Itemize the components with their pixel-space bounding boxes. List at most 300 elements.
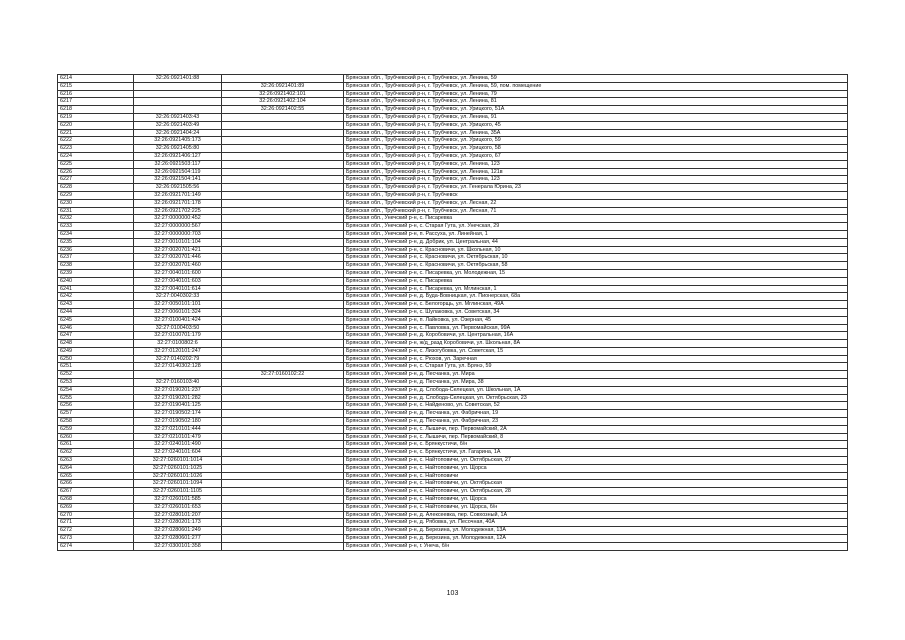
address-cell: Брянская обл., Трубчевский р-н, г. Трубчевск, ул. Ленина, 91 bbox=[344, 113, 848, 121]
table-row bbox=[58, 363, 848, 371]
address-cell: Брянская обл., Унечский р-н, д. Слобода-Селецкая, ул. Школьная, 1А bbox=[344, 386, 848, 394]
cadastral-number-cell: 32:27:0260101:1025 bbox=[134, 464, 222, 472]
cadastral-number-cell: 32:27:0020701:446 bbox=[134, 254, 222, 262]
table-row bbox=[58, 207, 848, 215]
second-cadastral-number-cell bbox=[222, 418, 344, 426]
row-number-cell: 6250 bbox=[58, 355, 134, 363]
second-cadastral-number-cell bbox=[222, 308, 344, 316]
second-cadastral-number-cell bbox=[222, 386, 344, 394]
address-cell: Брянская обл., Унечский р-н, п. Лайковка, ул. Озерная, 45 bbox=[344, 316, 848, 324]
address-cell: Брянская обл., Унечский р-н, с. Найтоповичи, ул. Октябрьская, 28 bbox=[344, 488, 848, 496]
table-row bbox=[58, 168, 848, 176]
cadastral-number-cell: 32:27:0260101:1026 bbox=[134, 472, 222, 480]
row-number-cell: 6232 bbox=[58, 215, 134, 223]
second-cadastral-number-cell: 32:26:0921401:89 bbox=[222, 82, 344, 90]
address-cell: Брянская обл., Унечский р-н, с. Писаревка, ул. Молодежная, 15 bbox=[344, 269, 848, 277]
second-cadastral-number-cell bbox=[222, 184, 344, 192]
table-row bbox=[58, 511, 848, 519]
row-number-cell: 6217 bbox=[58, 98, 134, 106]
row-number-cell: 6233 bbox=[58, 223, 134, 231]
table-row bbox=[58, 113, 848, 121]
cadastral-number-cell: 32:27:0050101:101 bbox=[134, 301, 222, 309]
cadastral-number-cell: 32:26:0921504:141 bbox=[134, 176, 222, 184]
row-number-cell: 6221 bbox=[58, 129, 134, 137]
second-cadastral-number-cell bbox=[222, 449, 344, 457]
table-row bbox=[58, 269, 848, 277]
row-number-cell: 6240 bbox=[58, 277, 134, 285]
table-row bbox=[58, 191, 848, 199]
address-cell: Брянская обл., Унечский р-н, с. Найтоповичи, ул. Щорса bbox=[344, 496, 848, 504]
cadastral-number-cell: 32:27:0190502:180 bbox=[134, 418, 222, 426]
address-cell: Брянская обл., Унечский р-н, с. Павловка, ул. Первомайская, 99А bbox=[344, 324, 848, 332]
row-number-cell: 6254 bbox=[58, 386, 134, 394]
table-row bbox=[58, 441, 848, 449]
table-row bbox=[58, 433, 848, 441]
table-row bbox=[58, 535, 848, 543]
cadastral-number-cell: 32:26:0921701:149 bbox=[134, 191, 222, 199]
second-cadastral-number-cell bbox=[222, 145, 344, 153]
row-number-cell: 6228 bbox=[58, 184, 134, 192]
cadastral-number-cell: 32:27:0300101:358 bbox=[134, 542, 222, 550]
table-row bbox=[58, 82, 848, 90]
row-number-cell: 6261 bbox=[58, 441, 134, 449]
second-cadastral-number-cell bbox=[222, 394, 344, 402]
table-row bbox=[58, 176, 848, 184]
table-row bbox=[58, 238, 848, 246]
address-cell: Брянская обл., Унечский р-н, с. Шулаковка, ул. Советская, 34 bbox=[344, 308, 848, 316]
address-cell: Брянская обл., Унечский р-н, с. Лышичи, пер. Первомайский, 8 bbox=[344, 433, 848, 441]
second-cadastral-number-cell bbox=[222, 379, 344, 387]
table-row bbox=[58, 386, 848, 394]
address-cell: Брянская обл., Трубчевский р-н, г. Трубчевск, ул. Урицкого, 59 bbox=[344, 137, 848, 145]
row-number-cell: 6272 bbox=[58, 527, 134, 535]
row-number-cell: 6225 bbox=[58, 160, 134, 168]
second-cadastral-number-cell bbox=[222, 262, 344, 270]
row-number-cell: 6230 bbox=[58, 199, 134, 207]
second-cadastral-number-cell: 32:27:0160102:22 bbox=[222, 371, 344, 379]
cadastral-number-cell: 32:27:0260101:585 bbox=[134, 496, 222, 504]
address-cell: Брянская обл., Унечский р-н, д. Песчанка, ул. Мира bbox=[344, 371, 848, 379]
page-number: 103 bbox=[446, 590, 459, 597]
address-cell: Брянская обл., Унечский р-н, с. Писаревка bbox=[344, 215, 848, 223]
cadastral-number-cell: 32:27:0280601:277 bbox=[134, 535, 222, 543]
address-cell: Брянская обл., Унечский р-н, д. Слобода-Селецкая, ул. Октябрьская, 23 bbox=[344, 394, 848, 402]
address-cell: Брянская обл., Унечский р-н, с. Старая Гута, ул. Брянэ, 59 bbox=[344, 363, 848, 371]
second-cadastral-number-cell bbox=[222, 316, 344, 324]
cadastral-number-cell: 32:27:0000000:567 bbox=[134, 223, 222, 231]
table-row bbox=[58, 496, 848, 504]
row-number-cell: 6224 bbox=[58, 152, 134, 160]
table-row bbox=[58, 262, 848, 270]
address-cell: Брянская обл., Унечский р-н, д. Песчанка, ул. Мира, 38 bbox=[344, 379, 848, 387]
cadastral-number-cell: 32:27:0280201:173 bbox=[134, 519, 222, 527]
table-row bbox=[58, 277, 848, 285]
row-number-cell: 6231 bbox=[58, 207, 134, 215]
second-cadastral-number-cell bbox=[222, 535, 344, 543]
table-row bbox=[58, 301, 848, 309]
row-number-cell: 6222 bbox=[58, 137, 134, 145]
cadastral-number-cell: 32:27:0000000:703 bbox=[134, 230, 222, 238]
second-cadastral-number-cell bbox=[222, 215, 344, 223]
address-cell: Брянская обл., Унечский р-н, с. Брянкустичи, б/н bbox=[344, 441, 848, 449]
row-number-cell: 6255 bbox=[58, 394, 134, 402]
address-cell: Брянская обл., Унечский р-н, д. Березина, ул. Молодежная, 13А bbox=[344, 527, 848, 535]
row-number-cell: 6226 bbox=[58, 168, 134, 176]
table-row bbox=[58, 457, 848, 465]
table-row bbox=[58, 152, 848, 160]
second-cadastral-number-cell bbox=[222, 285, 344, 293]
cadastral-number-cell: 32:27:0260101:1105 bbox=[134, 488, 222, 496]
cadastral-number-cell: 32:27:0100401:424 bbox=[134, 316, 222, 324]
cadastral-number-cell: 32:27:0260101:653 bbox=[134, 503, 222, 511]
table-row bbox=[58, 160, 848, 168]
row-number-cell: 6218 bbox=[58, 106, 134, 114]
row-number-cell: 6246 bbox=[58, 324, 134, 332]
second-cadastral-number-cell bbox=[222, 363, 344, 371]
table-row bbox=[58, 223, 848, 231]
row-number-cell: 6253 bbox=[58, 379, 134, 387]
second-cadastral-number-cell bbox=[222, 355, 344, 363]
table-row bbox=[58, 254, 848, 262]
second-cadastral-number-cell bbox=[222, 301, 344, 309]
table-row bbox=[58, 472, 848, 480]
second-cadastral-number-cell bbox=[222, 137, 344, 145]
second-cadastral-number-cell bbox=[222, 496, 344, 504]
row-number-cell: 6235 bbox=[58, 238, 134, 246]
table-row bbox=[58, 75, 848, 83]
cadastral-number-cell: 32:26:0921701:178 bbox=[134, 199, 222, 207]
table-row bbox=[58, 332, 848, 340]
address-cell: Брянская обл., Унечский р-н, с. Писаревка, ул. Мглинская, 1 bbox=[344, 285, 848, 293]
address-cell: Брянская обл., Трубчевский р-н, г. Трубчевск, ул. Ленина, 123 bbox=[344, 160, 848, 168]
table-row bbox=[58, 340, 848, 348]
table-row bbox=[58, 285, 848, 293]
second-cadastral-number-cell bbox=[222, 425, 344, 433]
table-row bbox=[58, 464, 848, 472]
address-cell: Брянская обл., Трубчевский р-н, г. Трубчевск, ул. Урицкого, 58 bbox=[344, 145, 848, 153]
registry-table bbox=[57, 74, 848, 551]
second-cadastral-number-cell bbox=[222, 254, 344, 262]
address-cell: Брянская обл., Унечский р-н, с. Красновичи, ул. Октябрьская, 10 bbox=[344, 254, 848, 262]
row-number-cell: 6256 bbox=[58, 402, 134, 410]
cadastral-number-cell: 32:27:0100802:6 bbox=[134, 340, 222, 348]
cadastral-number-cell: 32:27:0100403:50 bbox=[134, 324, 222, 332]
table-row bbox=[58, 90, 848, 98]
second-cadastral-number-cell bbox=[222, 160, 344, 168]
table-row bbox=[58, 184, 848, 192]
row-number-cell: 6216 bbox=[58, 90, 134, 98]
cadastral-number-cell: 32:26:0921403:43 bbox=[134, 113, 222, 121]
second-cadastral-number-cell bbox=[222, 207, 344, 215]
table-row bbox=[58, 542, 848, 550]
row-number-cell: 6249 bbox=[58, 347, 134, 355]
address-cell: Брянская обл., Трубчевский р-н, г. Трубчевск, ул. Ленина, 123 bbox=[344, 176, 848, 184]
table-row bbox=[58, 355, 848, 363]
table-row bbox=[58, 316, 848, 324]
row-number-cell: 6247 bbox=[58, 332, 134, 340]
cadastral-number-cell: 32:27:0240101:490 bbox=[134, 441, 222, 449]
table-row bbox=[58, 246, 848, 254]
table-row bbox=[58, 293, 848, 301]
address-cell: Брянская обл., Трубчевский р-н, г. Трубчевск, ул. Урицкого, 51А bbox=[344, 106, 848, 114]
address-cell: Брянская обл., Унечский р-н, с. Красновичи, ул. Школьная, 10 bbox=[344, 246, 848, 254]
address-cell: Брянская обл., Унечский р-н, д. Песчанка, ул. Фабричная, 23 bbox=[344, 418, 848, 426]
cadastral-number-cell: 32:27:0190502:174 bbox=[134, 410, 222, 418]
cadastral-number-cell: 32:27:0000000:452 bbox=[134, 215, 222, 223]
row-number-cell: 6268 bbox=[58, 496, 134, 504]
address-cell: Брянская обл., Унечский р-н, д. Коробовичи, ул. Центральная, 16А bbox=[344, 332, 848, 340]
cadastral-number-cell: 32:27:0260101:1014 bbox=[134, 457, 222, 465]
table-row bbox=[58, 418, 848, 426]
second-cadastral-number-cell: 32:26:0921402:101 bbox=[222, 90, 344, 98]
cadastral-number-cell bbox=[134, 90, 222, 98]
second-cadastral-number-cell bbox=[222, 472, 344, 480]
second-cadastral-number-cell bbox=[222, 152, 344, 160]
cadastral-number-cell: 32:27:0210101:479 bbox=[134, 433, 222, 441]
row-number-cell: 6244 bbox=[58, 308, 134, 316]
cadastral-number-cell: 32:27:0010101:104 bbox=[134, 238, 222, 246]
table-row bbox=[58, 425, 848, 433]
address-cell: Брянская обл., Унечский р-н, с. Красновичи, ул. Октябрьская, 58 bbox=[344, 262, 848, 270]
address-cell: Брянская обл., Унечский р-н, с. Брянкустичи, ул. Гагарина, 1А bbox=[344, 449, 848, 457]
second-cadastral-number-cell bbox=[222, 269, 344, 277]
cadastral-number-cell bbox=[134, 98, 222, 106]
cadastral-number-cell: 32:27:0160103:40 bbox=[134, 379, 222, 387]
second-cadastral-number-cell bbox=[222, 191, 344, 199]
address-cell: Брянская обл., Унечский р-н, д. Березина, ул. Молодежная, 12А bbox=[344, 535, 848, 543]
address-cell: Брянская обл., Трубчевский р-н, г. Трубчевск, ул. Ленина, 59 bbox=[344, 75, 848, 83]
second-cadastral-number-cell bbox=[222, 168, 344, 176]
second-cadastral-number-cell bbox=[222, 230, 344, 238]
address-cell: Брянская обл., Унечский р-н, г. Унеча, б/н bbox=[344, 542, 848, 550]
cadastral-number-cell: 32:27:0280101:207 bbox=[134, 511, 222, 519]
row-number-cell: 6269 bbox=[58, 503, 134, 511]
table-row bbox=[58, 488, 848, 496]
row-number-cell: 6258 bbox=[58, 418, 134, 426]
row-number-cell: 6239 bbox=[58, 269, 134, 277]
table-row bbox=[58, 98, 848, 106]
cadastral-number-cell: 32:26:0921505:56 bbox=[134, 184, 222, 192]
row-number-cell: 6257 bbox=[58, 410, 134, 418]
row-number-cell: 6262 bbox=[58, 449, 134, 457]
address-cell: Брянская обл., Трубчевский р-н, г. Трубчевск, ул. Генерала Юрина, 23 bbox=[344, 184, 848, 192]
second-cadastral-number-cell bbox=[222, 519, 344, 527]
table-row bbox=[58, 145, 848, 153]
second-cadastral-number-cell bbox=[222, 527, 344, 535]
row-number-cell: 6263 bbox=[58, 457, 134, 465]
address-cell: Брянская обл., Унечский р-н, с. Найтоповичи, ул. Щорса, б/н bbox=[344, 503, 848, 511]
cadastral-number-cell: 32:27:0280601:249 bbox=[134, 527, 222, 535]
cadastral-number-cell: 32:27:0120101:247 bbox=[134, 347, 222, 355]
cadastral-number-cell: 32:27:0140302:128 bbox=[134, 363, 222, 371]
row-number-cell: 6259 bbox=[58, 425, 134, 433]
cadastral-number-cell: 32:26:0921404:24 bbox=[134, 129, 222, 137]
second-cadastral-number-cell bbox=[222, 176, 344, 184]
address-cell: Брянская обл., Унечский р-н, д. Песчанка, ул. Фабричная, 19 bbox=[344, 410, 848, 418]
address-cell: Брянская обл., Унечский р-н, д. Рябовка, ул. Песочная, 40А bbox=[344, 519, 848, 527]
table-row bbox=[58, 230, 848, 238]
row-number-cell: 6227 bbox=[58, 176, 134, 184]
row-number-cell: 6219 bbox=[58, 113, 134, 121]
second-cadastral-number-cell: 32:26:0921402:104 bbox=[222, 98, 344, 106]
cadastral-number-cell bbox=[134, 371, 222, 379]
row-number-cell: 6267 bbox=[58, 488, 134, 496]
cadastral-number-cell: 32:26:0921504:119 bbox=[134, 168, 222, 176]
table-row bbox=[58, 347, 848, 355]
second-cadastral-number-cell bbox=[222, 410, 344, 418]
address-cell: Брянская обл., Унечский р-н, с. Старая Гута, ул. Унечская, 29 bbox=[344, 223, 848, 231]
table-row bbox=[58, 379, 848, 387]
registry-table-body bbox=[58, 75, 848, 551]
row-number-cell: 6215 bbox=[58, 82, 134, 90]
second-cadastral-number-cell bbox=[222, 246, 344, 254]
address-cell: Брянская обл., Унечский р-н, п. Рассуха, ул. Линейная, 1 bbox=[344, 230, 848, 238]
address-cell: Брянская обл., Трубчевский р-н, г. Трубчевск bbox=[344, 191, 848, 199]
row-number-cell: 6241 bbox=[58, 285, 134, 293]
table-row bbox=[58, 199, 848, 207]
second-cadastral-number-cell bbox=[222, 488, 344, 496]
second-cadastral-number-cell bbox=[222, 293, 344, 301]
second-cadastral-number-cell bbox=[222, 441, 344, 449]
address-cell: Брянская обл., Унечский р-н, ж/д_разд Коробовичи, ул. Школьная, 8А bbox=[344, 340, 848, 348]
row-number-cell: 6234 bbox=[58, 230, 134, 238]
cadastral-number-cell: 32:27:0190201:282 bbox=[134, 394, 222, 402]
cadastral-number-cell: 32:27:0040101:603 bbox=[134, 277, 222, 285]
address-cell: Брянская обл., Унечский р-н, с. Найденово, ул. Советская, 52 bbox=[344, 402, 848, 410]
address-cell: Брянская обл., Унечский р-н, с. Рюхов, ул. Заречная bbox=[344, 355, 848, 363]
second-cadastral-number-cell bbox=[222, 238, 344, 246]
row-number-cell: 6229 bbox=[58, 191, 134, 199]
address-cell: Брянская обл., Трубчевский р-н, г. Трубчевск, ул. Ленина, 121в bbox=[344, 168, 848, 176]
cadastral-number-cell: 32:27:0020701:460 bbox=[134, 262, 222, 270]
second-cadastral-number-cell bbox=[222, 480, 344, 488]
row-number-cell: 6264 bbox=[58, 464, 134, 472]
row-number-cell: 6248 bbox=[58, 340, 134, 348]
row-number-cell: 6251 bbox=[58, 363, 134, 371]
table-row bbox=[58, 215, 848, 223]
cadastral-number-cell: 32:27:0040101:614 bbox=[134, 285, 222, 293]
address-cell: Брянская обл., Унечский р-н, с. Найтоповичи, ул. Октябрьская bbox=[344, 480, 848, 488]
address-cell: Брянская обл., Трубчевский р-н, г. Трубчевск, ул. Урицкого, 45 bbox=[344, 121, 848, 129]
address-cell: Брянская обл., Трубчевский р-н, г. Трубчевск, ул. Лесная, 22 bbox=[344, 199, 848, 207]
table-row bbox=[58, 324, 848, 332]
second-cadastral-number-cell bbox=[222, 223, 344, 231]
second-cadastral-number-cell bbox=[222, 464, 344, 472]
cadastral-number-cell: 32:26:0921405:173 bbox=[134, 137, 222, 145]
cadastral-number-cell: 32:27:0260101:1094 bbox=[134, 480, 222, 488]
address-cell: Брянская обл., Унечский р-н, с. Лизогубовка, ул. Советская, 15 bbox=[344, 347, 848, 355]
table-row bbox=[58, 503, 848, 511]
table-row bbox=[58, 121, 848, 129]
table-row bbox=[58, 527, 848, 535]
address-cell: Брянская обл., Унечский р-н, д. Буда-Вовницкая, ул. Пионерская, 68а bbox=[344, 293, 848, 301]
table-row bbox=[58, 519, 848, 527]
table-row bbox=[58, 410, 848, 418]
address-cell: Брянская обл., Унечский р-н, с. Лышичи, пер. Первомайский, 2А bbox=[344, 425, 848, 433]
second-cadastral-number-cell bbox=[222, 324, 344, 332]
second-cadastral-number-cell bbox=[222, 113, 344, 121]
second-cadastral-number-cell bbox=[222, 277, 344, 285]
table-row bbox=[58, 449, 848, 457]
row-number-cell: 6236 bbox=[58, 246, 134, 254]
cadastral-number-cell: 32:27:0040302:33 bbox=[134, 293, 222, 301]
table-row bbox=[58, 106, 848, 114]
second-cadastral-number-cell: 32:26:0921402:55 bbox=[222, 106, 344, 114]
row-number-cell: 6243 bbox=[58, 301, 134, 309]
row-number-cell: 6245 bbox=[58, 316, 134, 324]
second-cadastral-number-cell bbox=[222, 542, 344, 550]
address-cell: Брянская обл., Унечский р-н, с. Писаревка bbox=[344, 277, 848, 285]
cadastral-number-cell bbox=[134, 82, 222, 90]
second-cadastral-number-cell bbox=[222, 347, 344, 355]
row-number-cell: 6274 bbox=[58, 542, 134, 550]
cadastral-number-cell: 32:26:0921405:80 bbox=[134, 145, 222, 153]
second-cadastral-number-cell bbox=[222, 199, 344, 207]
table-row bbox=[58, 371, 848, 379]
address-cell: Брянская обл., Унечский р-н, с. Найтоповичи, ул. Щорса bbox=[344, 464, 848, 472]
cadastral-number-cell: 32:27:0140202:79 bbox=[134, 355, 222, 363]
second-cadastral-number-cell bbox=[222, 511, 344, 519]
second-cadastral-number-cell bbox=[222, 129, 344, 137]
row-number-cell: 6214 bbox=[58, 75, 134, 83]
second-cadastral-number-cell bbox=[222, 402, 344, 410]
address-cell: Брянская обл., Трубчевский р-н, г. Трубчевск, ул. Лесная, 71 bbox=[344, 207, 848, 215]
address-cell: Брянская обл., Унечский р-н, с. Найтоповичи, ул. Октябрьская, 27 bbox=[344, 457, 848, 465]
address-cell: Брянская обл., Трубчевский р-н, г. Трубчевск, ул. Ленина, 35А bbox=[344, 129, 848, 137]
row-number-cell: 6271 bbox=[58, 519, 134, 527]
address-cell: Брянская обл., Трубчевский р-н, г. Трубчевск, ул. Ленина, 59, пом. помещение bbox=[344, 82, 848, 90]
table-row bbox=[58, 394, 848, 402]
cadastral-number-cell: 32:27:0210101:444 bbox=[134, 425, 222, 433]
row-number-cell: 6237 bbox=[58, 254, 134, 262]
cadastral-number-cell bbox=[134, 106, 222, 114]
address-cell: Брянская обл., Трубчевский р-н, г. Трубчевск, ул. Ленина, 79 bbox=[344, 90, 848, 98]
address-cell: Брянская обл., Унечский р-н, с. Найтоповичи bbox=[344, 472, 848, 480]
row-number-cell: 6223 bbox=[58, 145, 134, 153]
cadastral-number-cell: 32:27:0100701:179 bbox=[134, 332, 222, 340]
cadastral-number-cell: 32:27:0020701:421 bbox=[134, 246, 222, 254]
table-row bbox=[58, 480, 848, 488]
cadastral-number-cell: 32:27:0190201:237 bbox=[134, 386, 222, 394]
row-number-cell: 6252 bbox=[58, 371, 134, 379]
second-cadastral-number-cell bbox=[222, 340, 344, 348]
cadastral-number-cell: 32:27:0040101:600 bbox=[134, 269, 222, 277]
cadastral-number-cell: 32:26:0921503:117 bbox=[134, 160, 222, 168]
address-cell: Брянская обл., Унечский р-н, с. Белогорщь, ул. Мглинская, 49А bbox=[344, 301, 848, 309]
cadastral-number-cell: 32:26:0921702:225 bbox=[134, 207, 222, 215]
address-cell: Брянская обл., Унечский р-н, д. Добрик, ул. Центральная, 44 bbox=[344, 238, 848, 246]
cadastral-number-cell: 32:26:0921401:88 bbox=[134, 75, 222, 83]
address-cell: Брянская обл., Трубчевский р-н, г. Трубчевск, ул. Ленина, 81 bbox=[344, 98, 848, 106]
row-number-cell: 6270 bbox=[58, 511, 134, 519]
row-number-cell: 6220 bbox=[58, 121, 134, 129]
address-cell: Брянская обл., Трубчевский р-н, г. Трубчевск, ул. Урицкого, 67 bbox=[344, 152, 848, 160]
second-cadastral-number-cell bbox=[222, 457, 344, 465]
table-row bbox=[58, 308, 848, 316]
table-row bbox=[58, 129, 848, 137]
row-number-cell: 6273 bbox=[58, 535, 134, 543]
row-number-cell: 6238 bbox=[58, 262, 134, 270]
cadastral-number-cell: 32:27:0060101:324 bbox=[134, 308, 222, 316]
table-row bbox=[58, 137, 848, 145]
row-number-cell: 6242 bbox=[58, 293, 134, 301]
address-cell: Брянская обл., Унечский р-н, д. Алексеевка, пер. Совхозный, 1А bbox=[344, 511, 848, 519]
second-cadastral-number-cell bbox=[222, 503, 344, 511]
row-number-cell: 6265 bbox=[58, 472, 134, 480]
second-cadastral-number-cell bbox=[222, 121, 344, 129]
row-number-cell: 6266 bbox=[58, 480, 134, 488]
cadastral-number-cell: 32:27:0190401:125 bbox=[134, 402, 222, 410]
